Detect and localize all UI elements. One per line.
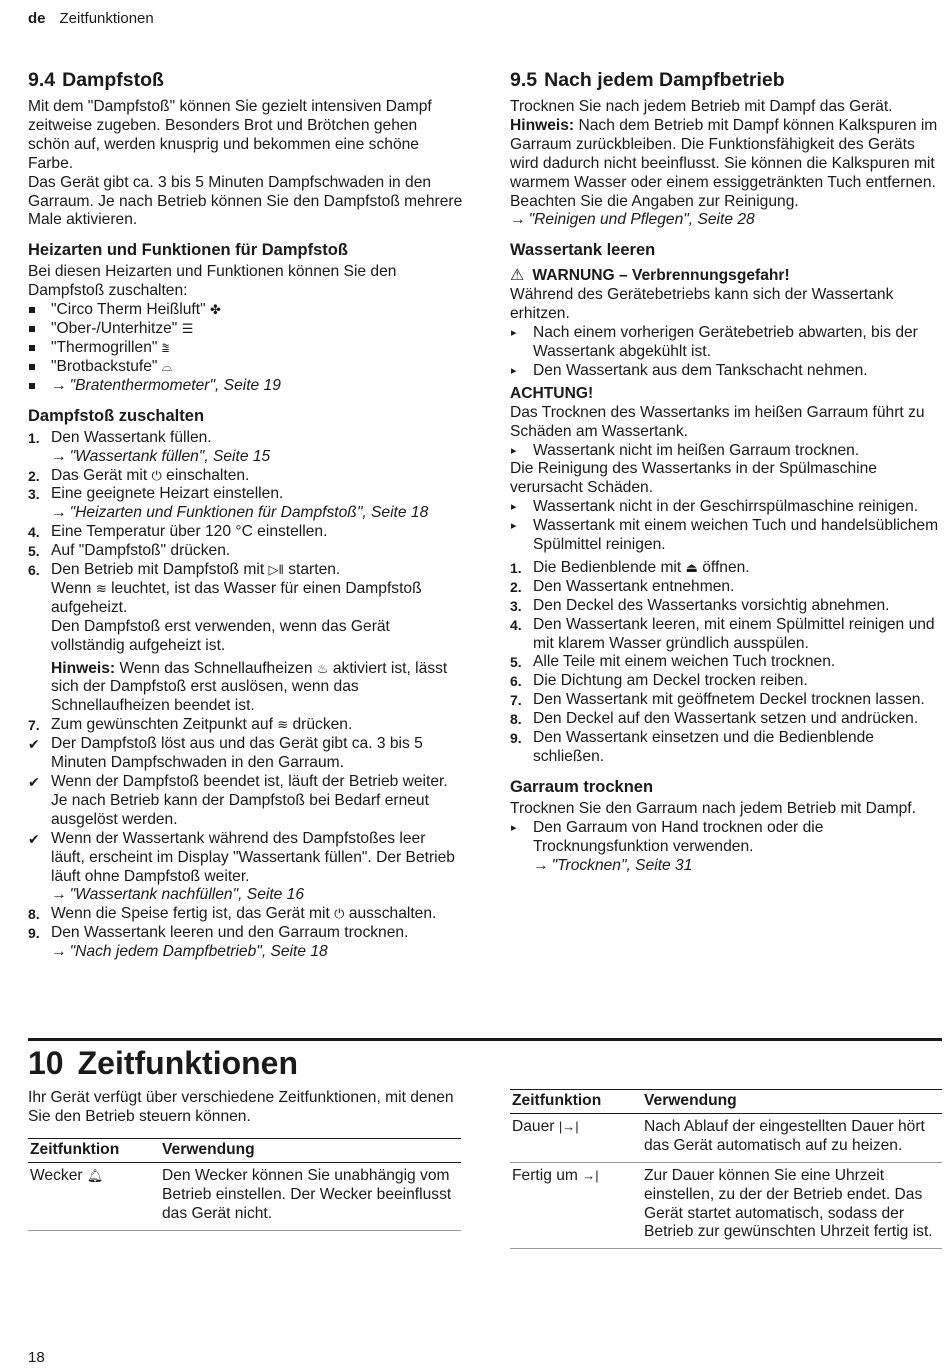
- column-header-function: Zeitfunktion: [510, 1090, 642, 1113]
- result-item: ✔ Wenn der Dampfstoß beendet ist, läuft der Betrieb weiter. Je nach Betrieb kann der Dampfstoß bei Bedarf erneut ausgelöst werden.: [28, 773, 448, 828]
- step-7: 7. Zum gewünschten Zeitpunkt auf ≋ drücken.: [28, 716, 353, 734]
- check-icon: ✔: [28, 774, 40, 790]
- note-paragraph: Hinweis: Nach dem Betrieb mit Dampf können Kalkspuren im Garraum zurückbleiben. Die Funktionsfähigkeit des Geräts wird dadurch nicht beeinflusst. Sie können die Kalkspuren mit warmem Wasser oder einem essiggetränkten Tuch entfernen. Beachten Sie die Angaben zur Reinigung.: [510, 116, 938, 210]
- step-6: 6. Die Dichtung am Deckel trocken reiben.: [510, 672, 808, 690]
- step-5: 5. Auf "Dampfstoß" drücken.: [28, 542, 231, 560]
- step-6-detail: Wenn ≋ leuchtet, ist das Wasser für einen Dampfstoß aufgeheizt.: [51, 579, 422, 616]
- bell-icon: 🔔︎: [86, 1167, 104, 1183]
- step-9: 9. Den Wassertank einsetzen und die Bedienblende schließen.: [510, 729, 874, 765]
- language-code: de: [28, 10, 46, 27]
- action-item: ▸ Den Garraum von Hand trocknen oder die Trocknungsfunktion verwenden.: [510, 819, 945, 857]
- cross-reference-link[interactable]: → "Heizarten und Funktionen für Dampfstoß", Seite 18: [51, 504, 429, 522]
- heat-item: "Brotbackstufe" ⌓: [28, 358, 463, 377]
- cross-reference-link[interactable]: → "Wassertank nachfüllen", Seite 16: [51, 886, 305, 904]
- power-icon: ⏻: [334, 906, 345, 922]
- chapter-number: 10: [28, 1045, 64, 1081]
- result-item: ✔ Wenn der Wassertank während des Dampfstoßes leer läuft, erscheint im Display "Wassertank füllen". Der Betrieb läuft ohne Dampfstoß weiter.: [28, 829, 455, 885]
- arrow-icon: →: [510, 211, 526, 229]
- arrow-icon: →: [51, 943, 67, 961]
- arrow-icon: →: [51, 886, 67, 904]
- page-number: 18: [28, 1349, 45, 1366]
- section-9-5-heading: [510, 68, 945, 92]
- page-header: [28, 9, 154, 29]
- section-title: Nach jedem Dampfbetrieb: [544, 69, 785, 91]
- intro-paragraph: Das Gerät gibt ca. 3 bis 5 Minuten Dampfschwaden in den Garraum. Je nach Betrieb können Sie den Dampfstoß mehrere Male aktivieren.: [28, 173, 463, 229]
- step-1: 1. Die Bedienblende mit ⏏ öffnen.: [510, 558, 750, 576]
- section-number: 9.5: [510, 69, 538, 91]
- caution-heading: ACHTUNG!: [510, 384, 594, 402]
- heat-item: "Ober-/Unterhitze" ☰: [28, 320, 463, 339]
- check-icon: ✔: [28, 830, 40, 847]
- section-title: Dampfstoß: [62, 69, 164, 91]
- heat-item: "Thermogrillen" ⩰: [28, 339, 463, 358]
- result-item: ✔ Der Dampfstoß löst aus und das Gerät gibt ca. 3 bis 5 Minuten Dampfschwaden in den Garraum.: [28, 735, 423, 772]
- right-column: [510, 68, 945, 876]
- table-row: [510, 1113, 942, 1162]
- warning-heading: ⚠ WARNUNG – Verbrennungsgefahr!: [510, 267, 790, 285]
- bread-icon: ⌓: [161, 358, 173, 374]
- fan-icon: ✤: [209, 302, 221, 318]
- action-item: ▸ Wassertank mit einem weichen Tuch und handelsüblichem Spülmittel reinigen.: [510, 517, 945, 555]
- steam-icon: ≋: [95, 580, 107, 596]
- step-4: 4. Den Wassertank leeren, mit einem Spülmittel reinigen und mit klarem Wasser gründlich ausspülen.: [510, 615, 935, 652]
- step-2: 2. Das Gerät mit ⏻ einschalten.: [28, 466, 250, 484]
- steam-on-heading: Dampfstoß zuschalten: [28, 406, 205, 425]
- cross-reference-link[interactable]: → "Reinigen und Pflegen", Seite 28: [510, 211, 755, 229]
- chapter-10-heading-block: [28, 1038, 942, 1083]
- usage-cell: Nach Ablauf der eingestellten Dauer hört das Gerät automatisch auf zu heizen.: [642, 1113, 942, 1162]
- caution-text: Die Reinigung des Wassertanks in der Spülmaschine verursacht Schäden.: [510, 460, 877, 497]
- grill-fan-icon: ⩰: [161, 339, 170, 355]
- end-time-icon: →|: [582, 1167, 599, 1183]
- step-3: 3. Eine geeignete Heizart einstellen.: [28, 485, 284, 503]
- cross-reference-link[interactable]: → "Bratenthermometer", Seite 19: [28, 377, 463, 396]
- step-6: 6. Den Betrieb mit Dampfstoß mit ▷‖ starten.: [28, 561, 341, 579]
- step-1: 1. Den Wassertank füllen.: [28, 428, 212, 446]
- chapter-intro: Ihr Gerät verfügt über verschiedene Zeitfunktionen, mit denen Sie den Betrieb steuern können.: [28, 1089, 454, 1125]
- step-8: 8. Wenn die Speise fertig ist, das Gerät mit ⏻ ausschalten.: [28, 905, 437, 923]
- function-cell: Wecker 🔔︎: [28, 1162, 160, 1230]
- steam-icon: ≋: [277, 717, 289, 733]
- header-section: Zeitfunktionen: [59, 10, 154, 27]
- step-7: 7. Den Wassertank mit geöffnetem Deckel trocknen lassen.: [510, 691, 925, 709]
- heat-modes-heading: Heizarten und Funktionen für Dampfstoß: [28, 241, 348, 260]
- check-icon: ✔: [28, 736, 40, 753]
- action-item: ▸ Wassertank nicht in der Geschirrspülmaschine reinigen.: [510, 498, 945, 517]
- warning-icon: ⚠: [510, 267, 525, 285]
- empty-tank-heading: Wassertank leeren: [510, 241, 656, 260]
- usage-cell: Den Wecker können Sie unabhängig vom Betrieb einstellen. Der Wecker beeinflusst das Gerät nicht.: [160, 1162, 461, 1230]
- action-item: ▸ Nach einem vorherigen Gerätebetrieb abwarten, bis der Wassertank abgekühlt ist.: [510, 324, 945, 362]
- action-item: ▸ Den Wassertank aus dem Tankschacht nehmen.: [510, 362, 945, 381]
- step-6-detail: Den Dampfstoß erst verwenden, wenn das Gerät vollständig aufgeheizt ist.: [51, 617, 390, 654]
- heat-item: "Circo Therm Heißluft" ✤: [28, 301, 463, 320]
- column-header-usage: Verwendung: [642, 1090, 942, 1113]
- step-9: 9. Den Wassertank leeren und den Garraum trocknen.: [28, 924, 409, 942]
- top-bottom-heat-icon: ☰: [181, 321, 194, 337]
- step-6-note: Hinweis: Wenn das Schnellaufheizen ♨ aktiviert ist, lässt sich der Dampfstoß erst auslösen, wenn das Schnellaufheizen beendet ist.: [51, 659, 448, 715]
- chapter-title: [28, 1043, 942, 1083]
- heat-modes-intro: Bei diesen Heizarten und Funktionen können Sie den Dampfstoß zuschalten:: [28, 263, 397, 300]
- table-row: [28, 1162, 461, 1230]
- chapter-title-text: Zeitfunktionen: [77, 1045, 299, 1081]
- time-functions-table-right: [510, 1089, 942, 1249]
- function-cell: Dauer |→|: [510, 1113, 642, 1162]
- warning-text: Während des Gerätebetriebs kann sich der Wassertank erhitzen.: [510, 286, 894, 323]
- time-functions-table-left: [28, 1138, 461, 1231]
- step-2: 2. Den Wassertank entnehmen.: [510, 577, 735, 595]
- panel-open-icon: ⏏: [685, 559, 698, 575]
- rapid-heat-icon: ♨: [316, 660, 329, 676]
- arrow-icon: →: [533, 856, 549, 874]
- step-4: 4. Eine Temperatur über 120 °C einstellen.: [28, 523, 328, 541]
- dry-cavity-heading: Garraum trocknen: [510, 777, 654, 796]
- intro-paragraph: Mit dem "Dampfstoß" können Sie gezielt intensiven Dampf zeitweise zugeben. Besonders Brot und Brötchen gehen schön auf, werden knusprig und bekommen eine schöne Farbe.: [28, 98, 432, 172]
- left-column: [28, 68, 463, 962]
- cross-reference-link[interactable]: → "Trocknen", Seite 31: [533, 856, 693, 874]
- intro-paragraph: Trocknen Sie nach jedem Betrieb mit Dampf das Gerät.: [510, 98, 893, 115]
- function-cell: Fertig um →|: [510, 1162, 642, 1249]
- power-icon: ⏻: [151, 467, 162, 483]
- step-8: 8. Den Deckel auf den Wassertank setzen und andrücken.: [510, 710, 919, 728]
- column-header-function: Zeitfunktion: [28, 1139, 160, 1162]
- arrow-icon: →: [51, 376, 67, 394]
- start-pause-icon: ▷‖: [268, 562, 284, 578]
- section-9-4-heading: [28, 68, 463, 92]
- caution-text: Das Trocknen des Wassertanks im heißen Garraum führt zu Schäden am Wassertank.: [510, 403, 925, 440]
- dry-text: Trocknen Sie den Garraum nach jedem Betrieb mit Dampf.: [510, 799, 916, 817]
- cross-reference-link[interactable]: → "Wassertank füllen", Seite 15: [51, 447, 271, 465]
- duration-icon: |→|: [558, 1118, 579, 1134]
- table-row: [510, 1162, 942, 1249]
- column-header-usage: Verwendung: [160, 1139, 461, 1162]
- arrow-icon: →: [51, 504, 67, 522]
- step-5: 5. Alle Teile mit einem weichen Tuch trocknen.: [510, 653, 836, 671]
- action-item: ▸ Wassertank nicht im heißen Garraum trocknen.: [510, 442, 945, 461]
- step-3: 3. Den Deckel des Wassertanks vorsichtig abnehmen.: [510, 596, 890, 614]
- arrow-icon: →: [51, 447, 67, 465]
- cross-reference-link[interactable]: → "Nach jedem Dampfbetrieb", Seite 18: [51, 943, 328, 961]
- usage-cell: Zur Dauer können Sie eine Uhrzeit einstellen, zu der der Betrieb endet. Das Gerät startet automatisch, sodass der Betrieb zur gewünschten Uhrzeit fertig ist.: [642, 1162, 942, 1249]
- section-number: 9.4: [28, 69, 56, 91]
